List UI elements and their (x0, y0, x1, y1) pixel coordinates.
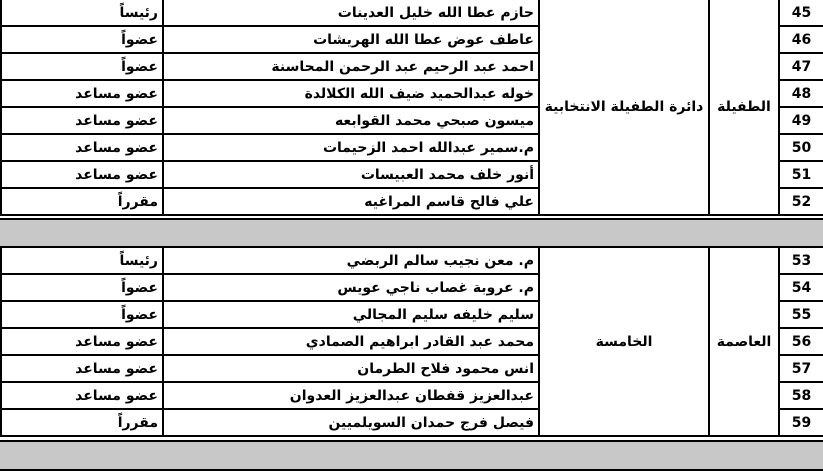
member-role: عضو مساعد (1, 134, 163, 161)
member-role: عضواً (1, 301, 163, 328)
row-number: 56 (779, 328, 823, 355)
member-role: رئيساً (1, 247, 163, 274)
section-separator (0, 440, 823, 471)
member-name: أنور خلف محمد العبيسات (163, 161, 539, 188)
member-name: عبدالعزيز قفطان عبدالعزيز العدوان (163, 382, 539, 409)
row-number: 48 (779, 80, 823, 107)
member-role: مقرراً (1, 188, 163, 215)
table-row (1, 0, 823, 26)
member-name: م. معن نجيب سالم الربضي (163, 247, 539, 274)
member-name: احمد عبد الرحيم عبد الرحمن المحاسنة (163, 53, 539, 80)
district-cell: الخامسة (539, 247, 709, 436)
row-number: 55 (779, 301, 823, 328)
row-number: 52 (779, 188, 823, 215)
governorate-cell: العاصمة (709, 247, 779, 436)
table-row (1, 247, 823, 274)
member-role: عضواً (1, 53, 163, 80)
row-number: 59 (779, 409, 823, 436)
member-role: عضو مساعد (1, 107, 163, 134)
member-name: انس محمود فلاح الطرمان (163, 355, 539, 382)
member-role: عضواً (1, 274, 163, 301)
member-role: عضو مساعد (1, 328, 163, 355)
member-name: حازم عطا الله خليل العدينات (163, 0, 539, 26)
row-number: 45 (779, 0, 823, 26)
governorate-cell: الطفيلة (709, 0, 779, 215)
member-role: رئيساً (1, 0, 163, 26)
row-number: 57 (779, 355, 823, 382)
row-number: 49 (779, 107, 823, 134)
row-number: 58 (779, 382, 823, 409)
member-name: خوله عبدالحميد ضيف الله الكلالدة (163, 80, 539, 107)
row-number: 51 (779, 161, 823, 188)
member-role: عضو مساعد (1, 382, 163, 409)
row-number: 53 (779, 247, 823, 274)
member-name: سليم خليفه سليم المجالي (163, 301, 539, 328)
member-role: مقرراً (1, 409, 163, 436)
row-number: 50 (779, 134, 823, 161)
row-number: 54 (779, 274, 823, 301)
member-role: عضواً (1, 26, 163, 53)
member-role: عضو مساعد (1, 161, 163, 188)
member-name: م.سمير عبدالله احمد الزحيمات (163, 134, 539, 161)
district-cell: دائرة الطفيلة الانتخابية (539, 0, 709, 215)
row-number: 47 (779, 53, 823, 80)
member-role: عضو مساعد (1, 80, 163, 107)
member-name: محمد عبد القادر ابراهيم الصمادي (163, 328, 539, 355)
member-name: ميسون صبحي محمد القوابعه (163, 107, 539, 134)
row-number: 46 (779, 26, 823, 53)
member-name: علي فالح قاسم المراغيه (163, 188, 539, 215)
committee-table-tafila (0, 0, 823, 216)
committee-table-capital (0, 246, 823, 437)
member-role: عضو مساعد (1, 355, 163, 382)
member-name: عاطف عوض عطا الله الهريشات (163, 26, 539, 53)
member-name: م. عروبة غصاب ناجي عويس (163, 274, 539, 301)
member-name: فيصل فرج حمدان السويلميين (163, 409, 539, 436)
section-separator (0, 218, 823, 248)
